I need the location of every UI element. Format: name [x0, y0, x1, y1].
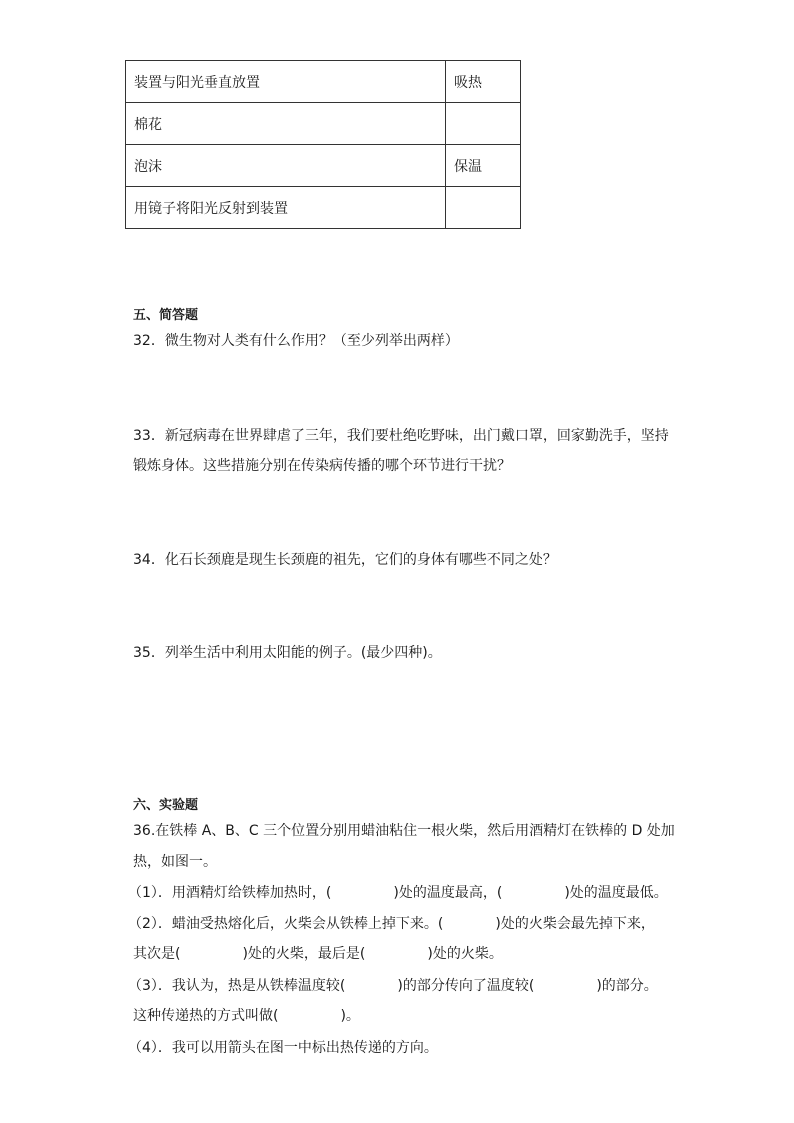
question-33-line1: 33．新冠病毒在世界肆虐了三年，我们要杜绝吃野味，出门戴口罩，回家勤洗手，坚持: [133, 428, 669, 444]
question-35: 35．列举生活中利用太阳能的例子。(最少四种)。: [133, 645, 442, 661]
question-36-line2: 热，如图一。: [133, 854, 217, 870]
question-32: 32．微生物对人类有什么作用？（至少列举出两样）: [133, 333, 459, 349]
sub-question-2: （2）．蜡油受热熔化后，火柴会从铁棒上掉下来。( )处的火柴会最先掉下来，: [128, 916, 655, 932]
table-cell: [446, 187, 521, 229]
question-36-line1: 36.在铁棒 A、B、C 三个位置分别用蜡油粘住一根火柴，然后用酒精灯在铁棒的 D 处加: [133, 823, 675, 839]
section-heading-short-answer: 五、简答题: [133, 308, 199, 323]
table-row: [126, 187, 521, 229]
sub-question-3: （3）．我认为，热是从铁棒温度较( )的部分传向了温度较( )的部分。: [128, 978, 658, 994]
materials-table: [125, 60, 521, 229]
sub-question-3-line2: 这种传递热的方式叫做( )。: [133, 1008, 360, 1024]
table-cell: [446, 103, 521, 145]
table-cell: 保温: [446, 145, 521, 187]
section-heading-experiment: 六、实验题: [133, 798, 199, 813]
table-cell: 用镜子将阳光反射到装置: [126, 187, 446, 229]
sub-question-4: （4）．我可以用箭头在图一中标出热传递的方向。: [128, 1040, 438, 1056]
question-34: 34．化石长颈鹿是现生长颈鹿的祖先，它们的身体有哪些不同之处？: [133, 552, 557, 568]
table-cell: 装置与阳光垂直放置: [126, 61, 446, 103]
sub-question-2-line2: 其次是( )处的火柴，最后是( )处的火柴。: [133, 946, 503, 962]
table-cell: 泡沫: [126, 145, 446, 187]
table-row: [126, 103, 521, 145]
table-cell: 吸热: [446, 61, 521, 103]
table-cell: 棉花: [126, 103, 446, 145]
table-row: [126, 61, 521, 103]
question-33-line2: 锻炼身体。这些措施分别在传染病传播的哪个环节进行干扰？: [133, 458, 511, 474]
table-row: [126, 145, 521, 187]
sub-question-1: （1）．用酒精灯给铁棒加热时，( )处的温度最高，( )处的温度最低。: [128, 885, 668, 901]
